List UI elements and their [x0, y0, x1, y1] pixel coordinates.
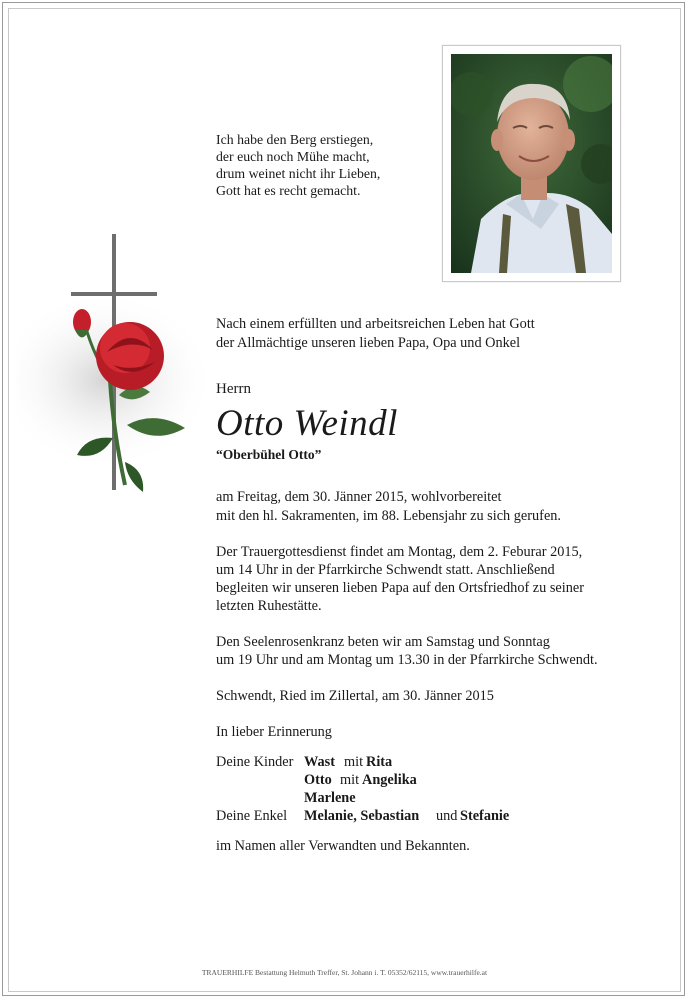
funeral-line: um 14 Uhr in der Pfarrkirche Schwendt statt. Anschließend — [216, 562, 555, 578]
salutation: Herrn — [216, 381, 251, 397]
grandchildren-last: Stefanie — [460, 808, 510, 824]
rosary-line: um 19 Uhr und am Montag um 13.30 in der Pfarrkirche Schwendt. — [216, 652, 598, 668]
verse-line: drum weinet nicht ihr Lieben, — [216, 166, 381, 181]
cross-rose-decoration — [15, 230, 215, 530]
portrait-photo — [451, 54, 612, 273]
intro-line: der Allmächtige unseren lieben Papa, Opa und Onkel — [216, 335, 521, 351]
children-label: Deine Kinder — [216, 754, 294, 770]
closing-phrase: In lieber Erinnerung — [216, 724, 332, 740]
child-partner: Rita — [366, 754, 393, 770]
funeral-line: Der Trauergottesdienst findet am Montag, dem 2. Feburar 2015, — [216, 544, 583, 560]
verse-line: der euch noch Mühe macht, — [216, 149, 370, 164]
child-name: Wast — [304, 754, 335, 770]
grandchildren-names: Melanie, Sebastian — [304, 808, 420, 824]
grandchildren-label: Deine Enkel — [216, 808, 288, 824]
portrait-frame — [442, 45, 621, 282]
funeral-line: begleiten wir unseren lieben Papa auf den Ortsfriedhof zu seiner — [216, 580, 585, 596]
child-partner: Angelika — [362, 772, 417, 788]
funeral-line: letzten Ruhestätte. — [216, 598, 322, 614]
death-line: am Freitag, dem 30. Jänner 2015, wohlvorbereitet — [216, 489, 502, 505]
grandchildren-und: und — [436, 808, 458, 824]
child-mit: mit — [344, 754, 364, 770]
death-line: mit den hl. Sakramenten, im 88. Lebensjahr zu sich gerufen. — [216, 508, 562, 524]
deceased-name: Otto Weindl — [216, 403, 398, 444]
place-date: Schwendt, Ried im Zillertal, am 30. Jänner 2015 — [216, 688, 494, 704]
deceased-nickname: “Oberbühel Otto” — [216, 447, 322, 462]
verse-line: Gott hat es recht gemacht. — [216, 183, 361, 198]
verse-line: Ich habe den Berg erstiegen, — [216, 132, 374, 147]
relatives-line: im Namen aller Verwandten und Bekannten. — [216, 838, 470, 854]
footer-imprint: TRAUERHILFE Bestattung Helmuth Treffer, St. Johann i. T. 05352/62115, www.trauerhilfe.at — [201, 968, 488, 977]
child-name: Otto — [304, 772, 332, 788]
rosary-line: Den Seelenrosenkranz beten wir am Samstag und Sonntag — [216, 634, 550, 650]
child-name: Marlene — [304, 790, 356, 806]
child-mit: mit — [340, 772, 360, 788]
intro-line: Nach einem erfüllten und arbeitsreichen Leben hat Gott — [216, 316, 535, 332]
